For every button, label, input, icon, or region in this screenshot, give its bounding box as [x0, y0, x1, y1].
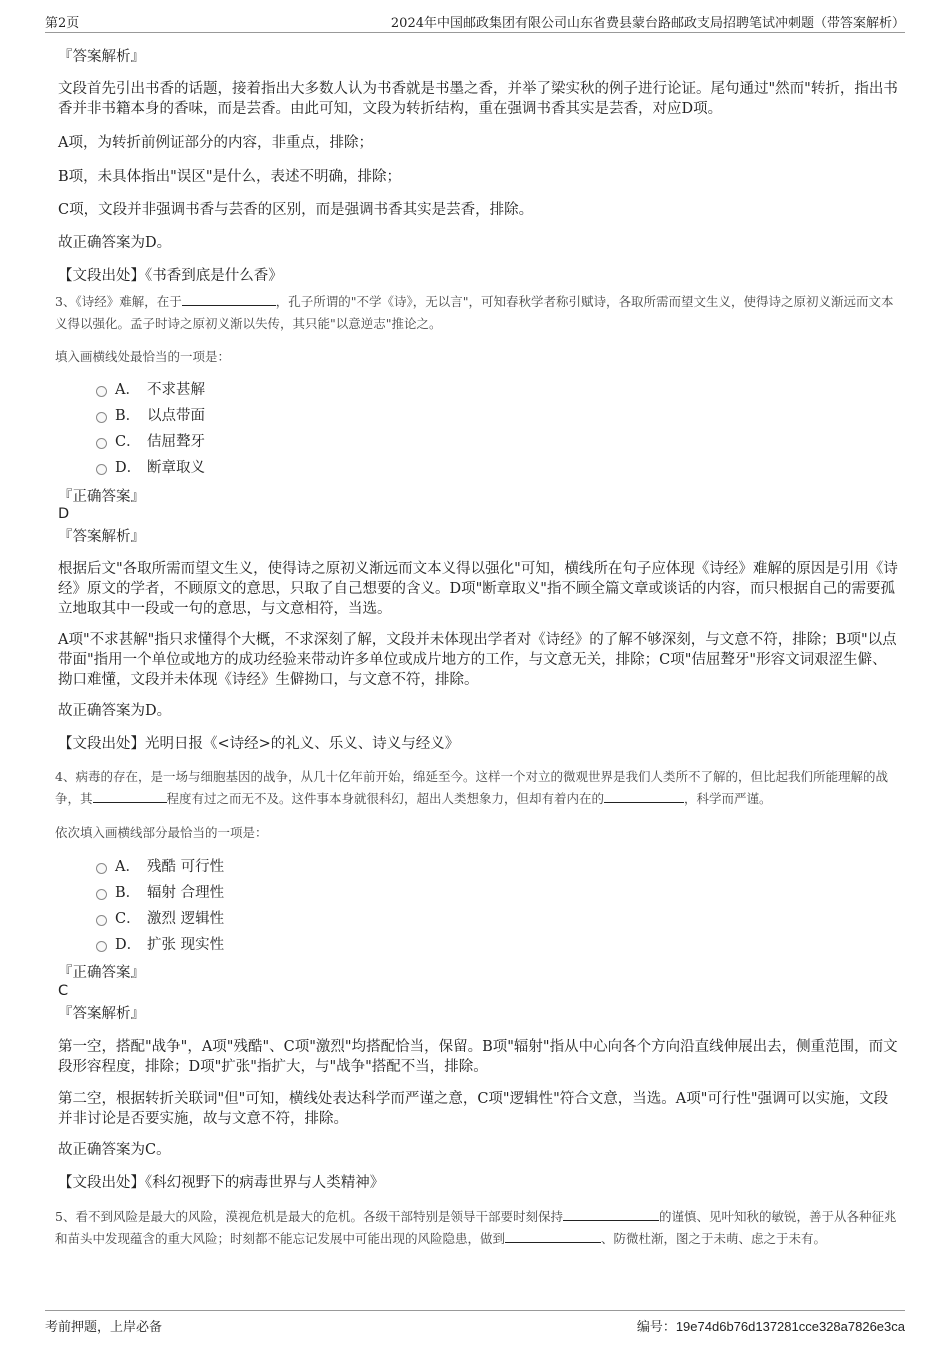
analysis-paragraph: 第二空，根据转折关联词"但"可知，横线处表达科学而严谨之意，C项"逻辑性"符合文意，当选。A项"可行性"强调可以实施，文段并非讨论是否要实施，故与文意不符，排除。 [58, 1091, 889, 1127]
correct-answer-label: 『正确答案』 [58, 965, 145, 981]
radio-icon[interactable] [96, 412, 107, 423]
analysis-option-a: A项，为转折前例证部分的内容，非重点，排除； [58, 135, 373, 151]
analysis-conclusion: 故正确答案为C。 [58, 1142, 171, 1158]
radio-icon[interactable] [96, 386, 107, 397]
analysis-label: 『答案解析』 [58, 1006, 145, 1022]
answer-blank [93, 790, 167, 803]
question-4-option-c[interactable]: C． 激烈 逻辑性 [96, 909, 224, 929]
radio-icon[interactable] [96, 941, 107, 952]
answer-blank [505, 1230, 601, 1243]
question-3-option-a[interactable]: A． 不求甚解 [96, 380, 205, 400]
question-3-prompt: 填入画横线处最恰当的一项是： [55, 349, 231, 364]
analysis-paragraph: A项"不求甚解"指只求懂得个大概，不求深刻了解，文段并未体现出学者对《诗经》的了解不够深刻，与文意不符，排除；B项"以点带面"指用一个单位或地方的成功经验来带动许多单位或成片地方的工作，与文意无关，排除；C项"佶屈聱牙"形容文词艰涩生僻、拗口难懂，文段并未体现《诗经》生僻拗口，与文意不符，排除。 [58, 632, 897, 688]
question-4-option-a[interactable]: A． 残酷 可行性 [96, 857, 224, 877]
page-header [45, 10, 905, 33]
page-footer [45, 1310, 905, 1335]
radio-icon[interactable] [96, 915, 107, 926]
analysis-conclusion: 故正确答案为D。 [58, 703, 172, 719]
correct-answer-value: C [58, 983, 69, 999]
analysis-label: 『答案解析』 [58, 49, 145, 65]
analysis-option-c: C项，文段并非强调书香与芸香的区别，而是强调书香其实是芸香，排除。 [58, 202, 534, 218]
source-prefix: 【文段出处】 [58, 736, 145, 752]
source-title: 光明日报《<诗经>的礼义、乐义、诗义与经义》 [145, 736, 460, 752]
source-line [58, 266, 898, 286]
question-3-text: 3、《诗经》难解，在于 ，孔子所谓的"不学《诗》，无以言"，可知春秋学者称引赋诗，各取所需而望文生义，使得诗之原初义渐远而文本义得以强化。孟子时诗之原初义渐以失传，其只能"以意逆志"推论之。 [55, 294, 894, 331]
source-line [58, 734, 898, 754]
analysis-paragraph: 文段首先引出书香的话题，接着指出大多数人认为书香就是书墨之香，并举了梁实秋的例子进行论证。尾句通过"然而"转折，指出书香并非书籍本身的香味，而是芸香。由此可知，文段为转折结构，重在强调书香其实是芸香，对应D项。 [58, 81, 898, 117]
page-number: 第2页 [45, 16, 80, 31]
correct-answer-label: 『正确答案』 [58, 489, 145, 505]
analysis-paragraph: 根据后文"各取所需而望文生义，使得诗之原初义渐远而文本义得以强化"可知，横线所在句子应体现《诗经》难解的原因是引用《诗经》原文的学者，不顾原文的意思，只取了自己想要的含义。D项"断章取义"指不顾全篇文章或谈话的内容，而只根据自己的需要孤立地取其中一段或一句的意思，与文意相符，当选。 [58, 561, 898, 617]
answer-blank [182, 293, 276, 306]
analysis-label: 『答案解析』 [58, 529, 145, 545]
question-4-text: 4、病毒的存在，是一场与细胞基因的战争，从几十亿年前开始，绵延至今。这样一个对立的微观世界是我们人类所不了解的，但比起我们所能理解的战争，其 程度有过之而无不及。这件事本身就很科幻，超出人类想象力，但却有着内在的 ，科学而严谨。 [55, 769, 888, 806]
question-3-option-b[interactable]: B． 以点带面 [96, 406, 205, 426]
footer-slogan: 考前押题，上岸必备 [45, 1320, 163, 1335]
document-title: 2024年中国邮政集团有限公司山东省费县蒙台路邮政支局招聘笔试冲刺题（带答案解析） [390, 16, 905, 31]
analysis-paragraph: 第一空，搭配"战争"，A项"残酷"、C项"激烈"均搭配恰当，保留。B项"辐射"指从中心向各个方向沿直线伸展出去，侧重范围，而文段形容程度，排除；D项"扩张"指扩大，与"战争"搭配不当，排除。 [58, 1039, 898, 1075]
question-3-option-d[interactable]: D． 断章取义 [96, 458, 205, 478]
radio-icon[interactable] [96, 464, 107, 475]
correct-answer-value: D [58, 506, 70, 522]
answer-blank [563, 1208, 659, 1221]
source-prefix: 【文段出处】 [58, 268, 145, 284]
question-4-option-b[interactable]: B． 辐射 合理性 [96, 883, 224, 903]
radio-icon[interactable] [96, 889, 107, 900]
source-prefix: 【文段出处】 [58, 1175, 145, 1191]
radio-icon[interactable] [96, 863, 107, 874]
question-3-option-c[interactable]: C． 佶屈聱牙 [96, 432, 205, 452]
question-5-text: 5、看不到风险是最大的风险，漠视危机是最大的危机。各级干部特别是领导干部要时刻保持 的谨慎、见叶知秋的敏锐，善于从各种征兆和苗头中发现蕴含的重大风险；时刻都不能忘记发展中可能出现的风险隐患，做到 、防微杜渐，图之于未萌、虑之于未有。 [55, 1209, 897, 1246]
question-4-prompt: 依次填入画横线部分最恰当的一项是： [55, 825, 268, 840]
analysis-option-b: B项，未具体指出"误区"是什么，表述不明确，排除； [58, 169, 401, 185]
answer-blank [604, 790, 684, 803]
source-line [58, 1173, 898, 1193]
document-code: 编号：19e74d6b76d137281cce328a7826e3ca [636, 1319, 905, 1335]
analysis-conclusion: 故正确答案为D。 [58, 235, 172, 251]
question-4-option-d[interactable]: D． 扩张 现实性 [96, 935, 224, 955]
radio-icon[interactable] [96, 438, 107, 449]
source-title: 《科幻视野下的病毒世界与人类精神》 [145, 1175, 385, 1191]
source-title: 《书香到底是什么香》 [145, 268, 283, 284]
